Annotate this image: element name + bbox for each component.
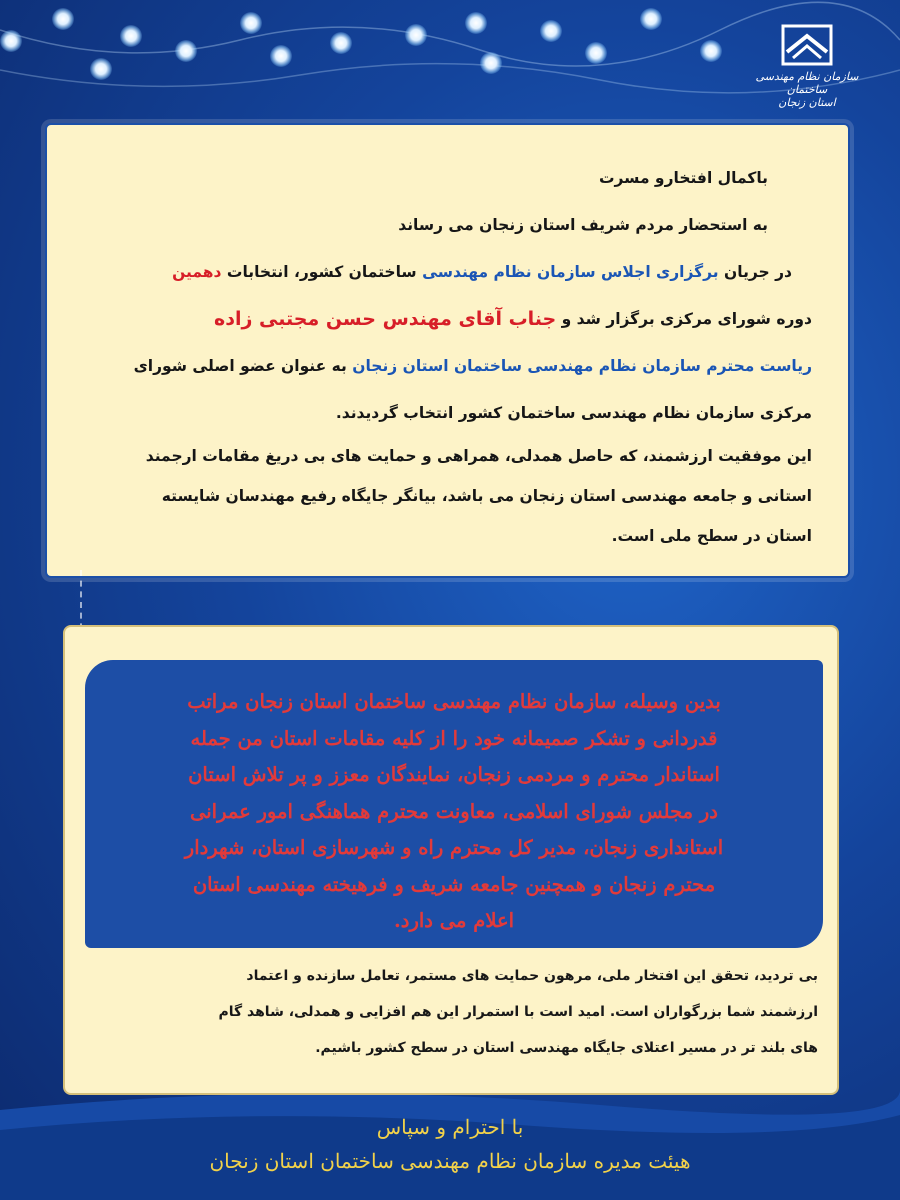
thanks-line: در مجلس شورای اسلامی، معاونت محترم هماهنگی امور عمرانی <box>190 799 718 823</box>
light-bulb <box>465 12 487 34</box>
light-bulb <box>405 24 427 46</box>
announcement-card <box>45 123 850 578</box>
text-span: دوره شورای مرکزی برگزار شد و <box>561 309 812 328</box>
text-span: در جریان <box>724 262 792 281</box>
announcement-line-4 <box>71 296 812 343</box>
thanks-line: استاندار محترم و مردمی زنجان، نمایندگان معزز و پر تلاش استان <box>188 763 720 786</box>
announcement-greeting: باکمال افتخارو مسرت <box>598 168 768 187</box>
thanks-line: بدین وسیله، سازمان نظام مهندسی ساختمان استان زنجان مراتب <box>187 690 721 713</box>
announcement-intro: به استحضار مردم شریف استان زنجان می رساند <box>398 215 768 234</box>
thanks-message-box <box>85 660 823 948</box>
thanks-line: اعلام می دارد. <box>393 909 515 932</box>
logo-name-line1: سازمان نظام مهندسی ساختمان <box>755 70 859 96</box>
light-bulb <box>480 52 502 74</box>
closing-paragraph <box>90 958 818 1066</box>
thanks-line: محترم زنجان و همچنین جامعه شریف و فرهیخته مهندسی استان <box>192 872 716 896</box>
light-bulb <box>52 8 74 30</box>
regards-text: با احترام و سپاس <box>376 1115 524 1139</box>
announcement-line-8: استانی و جامعه مهندسی استان زنجان می باشد، بیانگر جایگاه رفیع مهندسان شایسته <box>161 487 812 506</box>
closing-line: ارزشمند شما بزرگواران است. امید است با استمرار این هم افزایی و همدلی، شاهد گام <box>218 1004 818 1020</box>
text-span: ساختمان کشور، انتخابات <box>226 262 417 281</box>
light-bulb <box>90 58 112 80</box>
light-bulb <box>175 40 197 62</box>
footer-signature <box>0 1085 900 1200</box>
building-roof-logo-icon <box>775 22 839 68</box>
announcement-line-9: استان در سطح ملی است. <box>611 527 812 546</box>
highlight-event: برگزاری اجلاس سازمان نظام مهندسی <box>422 262 719 281</box>
highlight-position: ریاست محترم سازمان نظام مهندسی ساختمان استان زنجان <box>352 356 812 375</box>
announcement-line-3 <box>71 249 812 296</box>
signature-text: هیئت مدیره سازمان نظام مهندسی ساختمان استان زنجان <box>209 1149 691 1173</box>
closing-line: های بلند تر در مسیر اعتلای جایگاه مهندسی استان در سطح کشور باشیم. <box>315 1040 818 1056</box>
light-bulb <box>640 8 662 30</box>
light-bulb <box>540 20 562 42</box>
light-bulb <box>270 45 292 67</box>
announcement-line-6: مرکزی سازمان نظام مهندسی ساختمان کشور انتخاب گردیدند. <box>335 403 812 422</box>
highlight-person-name: جناب آقای مهندس حسن مجتبی زاده <box>214 308 557 330</box>
thanks-line: قدردانی و تشکر صمیمانه خود را از کلیه مقامات استان من جمله <box>190 726 718 750</box>
logo-name-line2: استان زنجان <box>778 96 836 109</box>
light-bulb <box>240 12 262 34</box>
announcement-line-5 <box>71 343 812 390</box>
highlight-term: دهمین <box>172 262 222 281</box>
light-bulb <box>585 42 607 64</box>
light-bulb <box>0 30 22 52</box>
organization-logo <box>742 22 872 109</box>
closing-line: بی تردید، تحقق این افتخار ملی، مرهون حمایت های مستمر، تعامل سازنده و اعتماد <box>246 968 818 984</box>
announcement-line-7: این موفقیت ارزشمند، که حاصل همدلی، همراهی و حمایت های بی دریغ مقامات ارجمند <box>145 447 812 466</box>
thanks-line: استانداری زنجان، مدیر کل محترم راه و شهرسازی استان، شهردار <box>184 836 724 859</box>
text-span: به عنوان عضو اصلی شورای <box>133 356 347 375</box>
light-bulb <box>330 32 352 54</box>
light-bulb <box>700 40 722 62</box>
light-bulb <box>120 25 142 47</box>
